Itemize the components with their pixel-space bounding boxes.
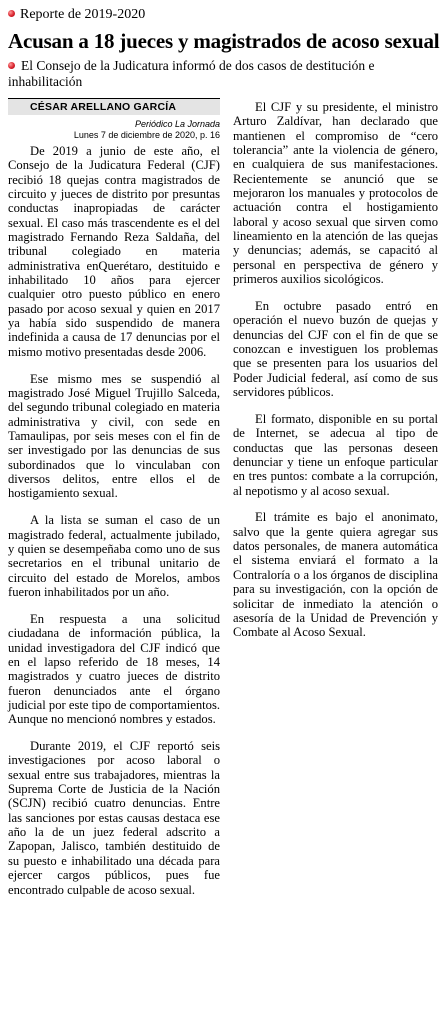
author-bar xyxy=(8,98,220,115)
series-label: Reporte de 2019-2020 xyxy=(20,7,146,22)
author-name: CÉSAR ARELLANO GARCÍA xyxy=(30,101,177,113)
paragraph: Ese mismo mes se suspendió al magistrado José Miguel Trujillo Salceda, del segundo tribunal colegiado en materia administrativa y civil, con sede en Tamaulipas, por seis meses con el fin de ser investigado por las denuncias de sus subordinados que lo vinculaban con diversos delitos, entre ellos el de hostigamiento sexual. xyxy=(8,371,220,501)
paragraph: En respuesta a una solicitud ciudadana de información pública, la unidad investigadora del CJF indicó que en el lapso referido de 18 meses, 14 magistrados y cuatro jueces de distrito fueron denunciados ante el órgano judicial por este tipo de comportamientos. Aunque no mencionó nombres y estados. xyxy=(8,611,220,727)
headline: Acusan a 18 jueces y magistrados de acoso sexual xyxy=(8,29,440,53)
paragraph: El formato, disponible en su portal de Internet, se adecua al tipo de conductas que las personas deseen denunciar y tiene un enfoque particular en tres puntos: combate a la corrupción, al nepotismo y al acoso sexual. xyxy=(233,411,438,498)
summary-line xyxy=(8,58,438,90)
publication-name: Periódico La Jornada xyxy=(134,119,220,129)
paragraph: Durante 2019, el CJF reportó seis investigaciones por acoso laboral o sexual entre sus trabajadores, mientras la Suprema Corte de Justicia de la Nación (SCJN) recibió cuatro denuncias. Entre las sanciones por estas causas destaca ese año la de un juez federal adscrito a Zapopan, Jalisco, también destituido de su puesto e inhabilitado una década para ejercer cargos públicos, pues fue encontrado culpable de acoso sexual. xyxy=(8,739,220,897)
paragraph: En octubre pasado entró en operación el nuevo buzón de quejas y denuncias del CJF con el fin de que se conozcan e investiguen los problemas que se presenten para los usuarios del Poder Judicial federal, así como de sus servidores públicos. xyxy=(233,298,438,400)
series-line xyxy=(8,6,438,24)
paragraph: El CJF y su presidente, el ministro Arturo Zaldívar, han declarado que mantienen el compromiso de “cero tolerancia” ante la violencia de género, en cualquiera de sus manifestaciones. Recientemente se anunció que se mejoraron los manuales y protocolos de actuación contra el hostigamiento laboral y acoso sexual que sirven como lineamiento en la atención de las quejas y denuncias; además, se capacitó al personal en perspectiva de género y primeros auxilios sicológicos. xyxy=(233,100,438,287)
paragraph: De 2019 a junio de este año, el Consejo de la Judicatura Federal (CJF) recibió 18 quejas contra magistrados de circuito y jueces de distrito por presuntas conductas inapropiadas de carácter sexual. El caso más trascendente es el del magistrado Fernando Reza Saldaña, del tribunal colegiado en materia administrativa enQuerétaro, destituido e inhabilitado 10 años para ejercer cualquier otro puesto público en enero pasado por acoso sexual y quien en 2017 ya había sido suspendido de manera indefinida a causa de 17 denuncias por el mismo motivo presentadas desde 2006. xyxy=(8,144,220,359)
source-block xyxy=(8,119,220,141)
right-column xyxy=(233,98,438,909)
summary-text: El Consejo de la Judicatura informó de dos casos de destitución e inhabilitación xyxy=(8,58,375,89)
dateline: Lunes 7 de diciembre de 2020, p. 16 xyxy=(73,130,220,140)
red-bullet-icon xyxy=(8,10,15,17)
red-bullet-icon xyxy=(8,62,15,69)
article-columns xyxy=(8,98,438,909)
left-column xyxy=(8,98,220,909)
paragraph: A la lista se suman el caso de un magistrado federal, actualmente jubilado, y quien se desempeñaba como uno de sus secretarios en el tribunal unitario de circuito del estado de Morelos, ambos fueron inhabilitados por un año. xyxy=(8,513,220,599)
paragraph: El trámite es bajo el anonimato, salvo que la gente quiera agregar sus datos personales, de manera automática el sistema enviará el formato a la Contraloría o a los órganos de disciplina para su investigación, con la opción de solicitar de inmediato la atención o asesoría de la Unidad de Prevención y Combate al Acoso Sexual. xyxy=(233,510,438,640)
